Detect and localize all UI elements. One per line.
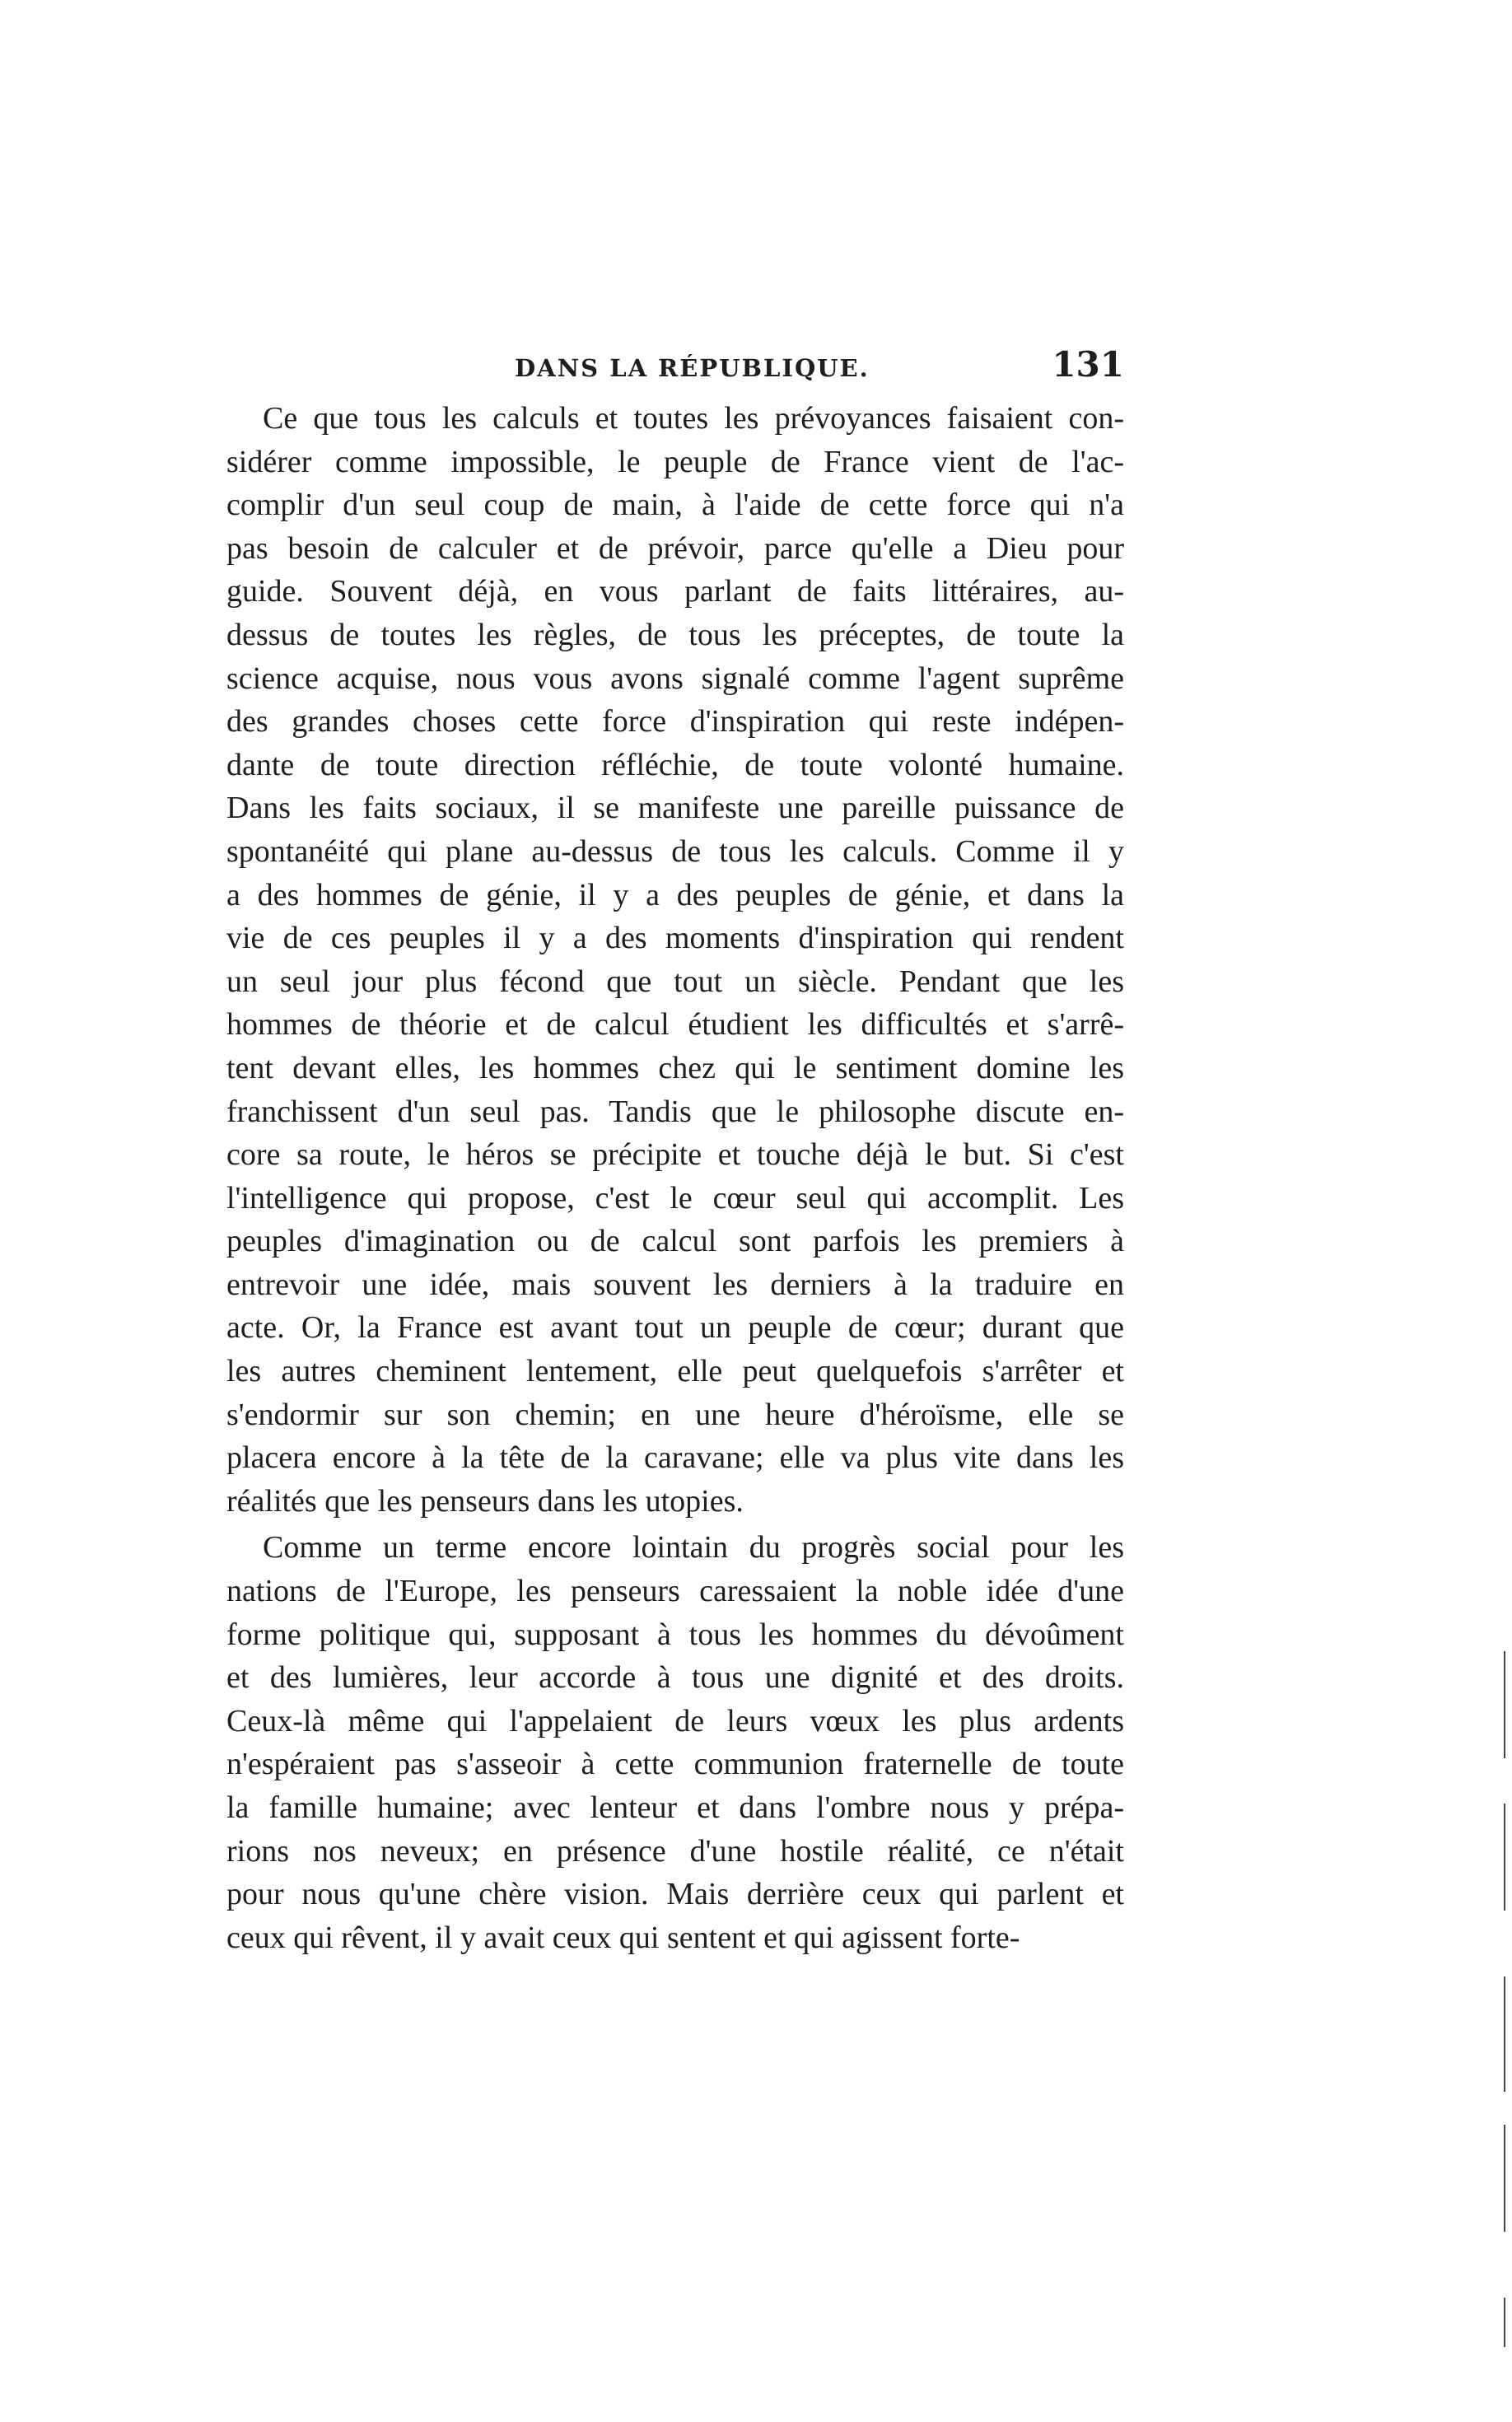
text-line: acte. Or, la France est avant tout un peuple de cœur; durant que — [226, 1310, 1124, 1346]
text-line: s'endormir sur son chemin; en une heure d'héroïsme, elle se — [226, 1397, 1124, 1432]
text-line: core sa route, le héros se précipite et touche déjà le but. Si c'est — [226, 1137, 1124, 1173]
text-line: placera encore à la tête de la caravane; elle va plus vite dans les — [226, 1440, 1124, 1476]
text-line: nations de l'Europe, les penseurs caressaient la noble idée d'une — [226, 1574, 1124, 1609]
text-line: dessus de toutes les règles, de tous les préceptes, de toute la — [226, 617, 1124, 652]
text-line: vie de ces peuples il y a des moments d'inspiration qui rendent — [226, 921, 1124, 956]
text-line: pas besoin de calculer et de prévoir, parce qu'elle a Dieu pour — [226, 530, 1124, 566]
text-line: la famille humaine; avec lenteur et dans l'ombre nous y prépa- — [226, 1790, 1124, 1825]
text-line: les autres cheminent lentement, elle peut quelquefois s'arrêter et — [226, 1354, 1124, 1389]
paragraph — [226, 1526, 1124, 1959]
text-line: n'espéraient pas s'asseoir à cette communion fraternelle de toute — [226, 1747, 1124, 1782]
text-line: spontanéité qui plane au-dessus de tous les calculs. Comme il y — [226, 833, 1124, 869]
paragraph — [226, 397, 1124, 1523]
text-line: complir d'un seul coup de main, à l'aide de cette force qui n'a — [226, 488, 1124, 523]
text-line: sidérer comme impossible, le peuple de France vient de l'ac- — [226, 444, 1124, 479]
text-line: Comme un terme encore lointain du progrès social pour les — [263, 1530, 1124, 1566]
text-line: hommes de théorie et de calcul étudient les difficultés et s'arrê- — [226, 1007, 1124, 1043]
scan-edge-mark — [1504, 1804, 1505, 1911]
text-line: entrevoir une idée, mais souvent les derniers à la traduire en — [226, 1267, 1124, 1302]
text-line: l'intelligence qui propose, c'est le cœur seul qui accomplit. Les — [226, 1180, 1124, 1216]
text-line: des grandes choses cette force d'inspiration qui reste indépen- — [226, 704, 1124, 740]
scan-edge-mark — [1504, 2298, 1505, 2347]
text-line: franchissent d'un seul pas. Tandis que le philosophe discute en- — [226, 1094, 1124, 1129]
text-line: Ceux-là même qui l'appelaient de leurs vœux les plus ardents — [226, 1703, 1124, 1738]
body-text — [226, 397, 1124, 1959]
text-line: guide. Souvent déjà, en vous parlant de faits littéraires, au- — [226, 574, 1124, 609]
text-line: dante de toute direction réfléchie, de toute volonté humaine. — [226, 747, 1124, 782]
text-line: et des lumières, leur accorde à tous une dignité et des droits. — [226, 1660, 1124, 1696]
text-line: Dans les faits sociaux, il se manifeste une pareille puissance de — [226, 791, 1124, 826]
text-line: forme politique qui, supposant à tous les hommes du dévoûment — [226, 1617, 1124, 1652]
scan-edge-mark — [1504, 1976, 1505, 2092]
text-line: science acquise, nous vous avons signalé comme l'agent suprême — [226, 660, 1124, 696]
text-line: peuples d'imagination ou de calcul sont parfois les premiers à — [226, 1224, 1124, 1259]
text-line: Ce que tous les calculs et toutes les prévoyances faisaient con- — [263, 401, 1124, 436]
text-line: tent devant elles, les hommes chez qui le sentiment domine les — [226, 1050, 1124, 1085]
scan-edge-mark — [1504, 1651, 1505, 1758]
running-title: DANS LA RÉPUBLIQUE. — [515, 354, 870, 382]
text-line: un seul jour plus fécond que tout un siècle. Pendant que les — [226, 964, 1124, 999]
text-line: réalités que les penseurs dans les utopies. — [226, 1483, 744, 1519]
page-number: 131 — [1052, 344, 1124, 385]
text-line: rions nos neveux; en présence d'une hostile réalité, ce n'était — [226, 1833, 1124, 1869]
text-line: pour nous qu'une chère vision. Mais derrière ceux qui parlent et — [226, 1877, 1124, 1912]
text-line: a des hommes de génie, il y a des peuples de génie, et dans la — [226, 877, 1124, 912]
scan-edge-mark — [1504, 2125, 1505, 2232]
text-line: ceux qui rêvent, il y avait ceux qui sentent et qui agissent forte- — [226, 1920, 1020, 1955]
page-header — [226, 344, 1124, 394]
